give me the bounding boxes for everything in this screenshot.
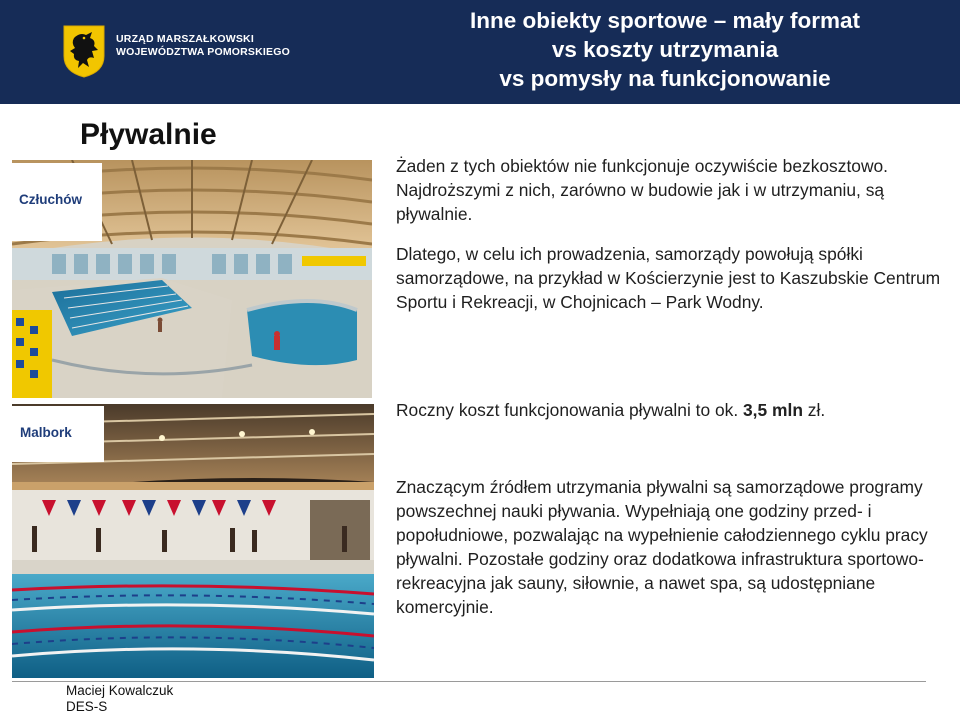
footer-author: Maciej Kowalczuk <box>66 683 174 698</box>
footer <box>66 683 173 712</box>
title-line-1: Inne obiekty sportowe – mały format <box>469 8 861 33</box>
footer-unit: DES-S <box>66 699 108 712</box>
paragraph-annual-cost <box>396 398 944 422</box>
paragraph-costs: Żaden z tych obiektów nie funkcjonuje oczywiście bezkosztowo. Najdroższymi z nich, zarówno w budowie jak i w utrzymaniu, są pływalnie. <box>396 156 889 224</box>
header-bar <box>0 0 960 104</box>
photo-label-malbork: Malbork <box>12 406 104 462</box>
annual-cost-amount: 3,5 mln <box>743 400 803 420</box>
photo-label-czluchow: Człuchów <box>12 163 102 241</box>
annual-cost-unit: zł. <box>802 400 826 420</box>
title-line-2: vs koszty utrzymania <box>551 37 779 62</box>
organization-line-2: WOJEWÓDZTWA POMORSKIEGO <box>116 46 290 58</box>
title-line-3: vs pomysły na funkcjonowanie <box>499 66 831 91</box>
footer-divider <box>12 681 926 682</box>
paragraph-funding: Znaczącym źródłem utrzymania pływalni są samorządowe programy powszechnej nauki pływania. Wypełniają one godziny przed- i popołudniowe, pozwalając na wypełnienie całodziennego cyklu pracy pływalni. Pozostałe godziny oraz dodatkowa infrastruktura sportowo-rekreacyjna jak sauny, siłownie, a nawet spa, są udostępniane komercyjnie. <box>396 477 928 617</box>
annual-cost-text: Roczny koszt funkcjonowania pływalni to ok. <box>396 400 744 420</box>
griffin-crest-icon <box>62 24 106 78</box>
section-title: Pływalnie <box>80 118 217 151</box>
paragraph-companies: Dlatego, w celu ich prowadzenia, samorządy powołują spółki samorządowe, na przykład w Kościerzynie jest to Kaszubskie Centrum Sportu i Rekreacji, w Chojnicach – Park Wodny. <box>396 244 941 312</box>
organization-name <box>116 33 290 59</box>
organization-line-1: URZĄD MARSZAŁKOWSKI <box>116 33 254 45</box>
slide-title <box>370 6 960 93</box>
